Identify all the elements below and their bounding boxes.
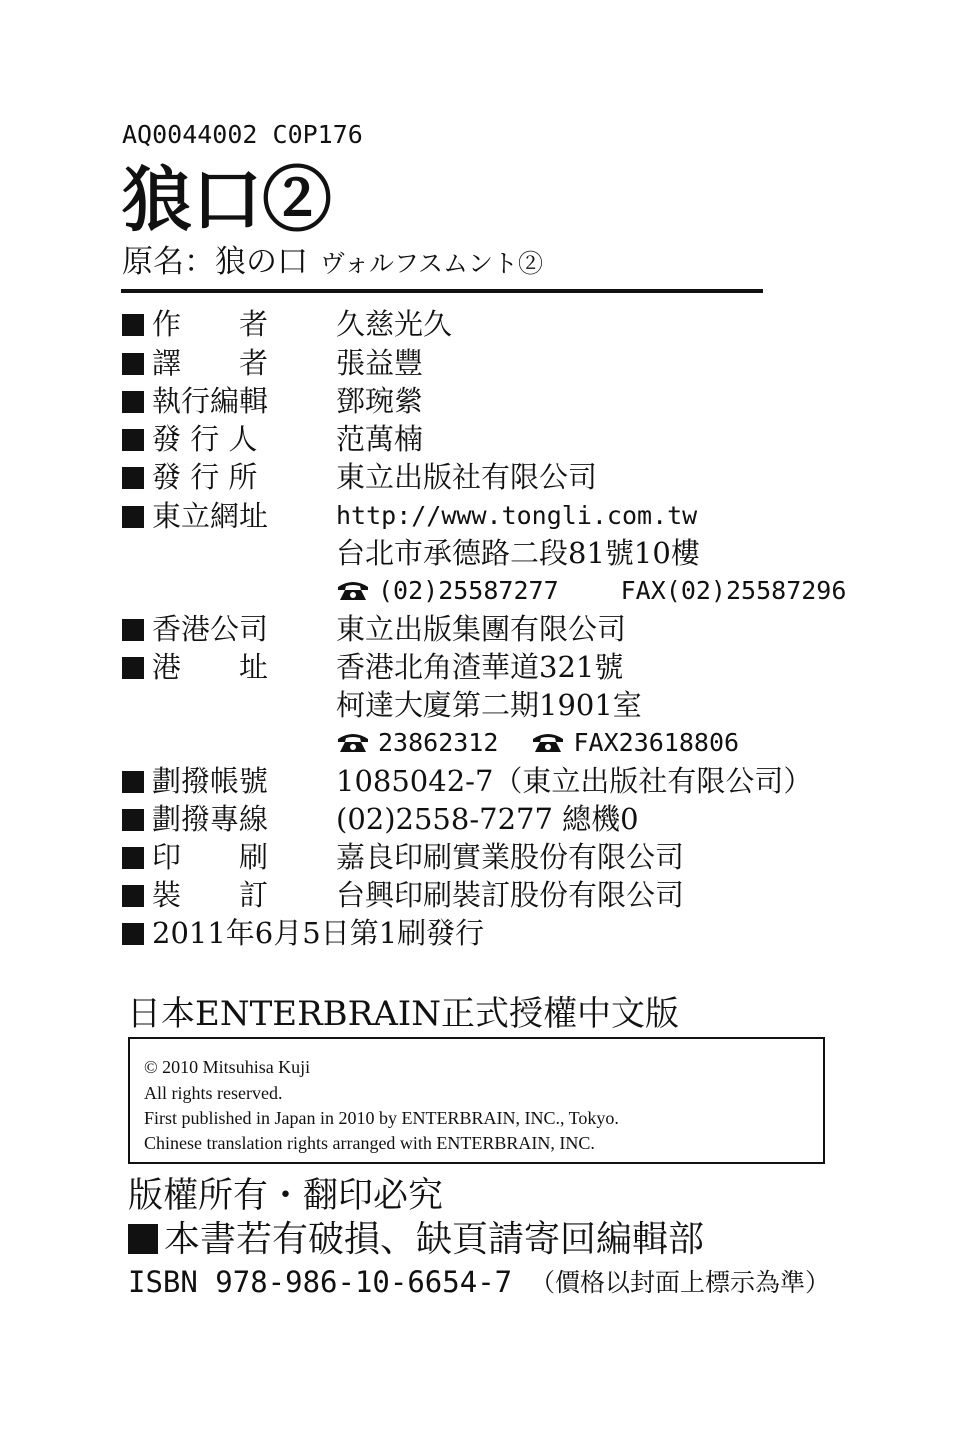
bullet-square bbox=[122, 353, 144, 375]
colophon-row-website bbox=[122, 497, 882, 535]
row-label: 譯 者 bbox=[152, 346, 269, 380]
phone-number: (02)25587277 bbox=[378, 576, 559, 605]
bullet-square bbox=[122, 885, 144, 907]
phone-icon bbox=[336, 579, 370, 601]
row-value: 香港北角渣華道321號 bbox=[336, 650, 624, 684]
bullet-square bbox=[122, 657, 144, 679]
phone-fax-line bbox=[336, 724, 739, 762]
price-note: （價格以封面上標示為準） bbox=[530, 1268, 831, 1297]
row-label: 裝 訂 bbox=[152, 878, 269, 912]
isbn: ISBN 978-986-10-6654-7 bbox=[128, 1265, 513, 1299]
colophon-row-taipei-address bbox=[122, 534, 882, 572]
damage-notice-line bbox=[128, 1216, 704, 1264]
copyright-box bbox=[128, 1037, 825, 1164]
bullet-square bbox=[122, 506, 144, 528]
publish-date: 2011年6月5日第1刷發行 bbox=[152, 916, 485, 950]
row-value: 柯達大廈第二期1901室 bbox=[336, 688, 642, 722]
colophon-row-binder bbox=[122, 876, 882, 914]
colophon-row-postal-account bbox=[122, 762, 882, 800]
colophon-row-postal-hotline bbox=[122, 800, 882, 838]
colophon-row-hk-address-2 bbox=[122, 686, 882, 724]
product-code: AQ0044002 C0P176 bbox=[122, 120, 363, 149]
book-title: 狼口② bbox=[122, 158, 332, 241]
row-value: 台北市承德路二段81號10樓 bbox=[336, 536, 700, 570]
bullet-square bbox=[122, 467, 144, 489]
colophon-row-hk-phone bbox=[122, 724, 882, 762]
row-label: 香港公司 bbox=[152, 612, 269, 646]
copyright-line: All rights reserved. bbox=[144, 1083, 283, 1103]
publish-date-line bbox=[122, 914, 484, 952]
colophon-row-hk-address bbox=[122, 648, 882, 686]
bullet-square bbox=[122, 314, 144, 336]
phone-icon bbox=[531, 731, 565, 753]
row-value: 久慈光久 bbox=[336, 307, 453, 341]
copyright-line: First published in Japan in 2010 by ENTERBRAIN, INC., Tokyo. bbox=[144, 1108, 619, 1128]
copyright-line: © 2010 Mitsuhisa Kuji bbox=[144, 1057, 311, 1077]
fax-number: FAX23618806 bbox=[573, 728, 740, 757]
colophon-row-editor bbox=[122, 382, 882, 420]
colophon-row-taipei-phone bbox=[122, 572, 882, 610]
bullet-square bbox=[122, 923, 144, 945]
original-title bbox=[122, 240, 543, 286]
row-label: 劃撥專線 bbox=[152, 802, 269, 836]
row-label: 印 刷 bbox=[152, 840, 269, 874]
license-statement: 日本ENTERBRAIN正式授權中文版 bbox=[127, 994, 679, 1034]
row-label: 執行編輯 bbox=[152, 384, 269, 418]
fax-number: FAX(02)25587296 bbox=[620, 576, 847, 605]
rights-reserved: 版權所有・翻印必究 bbox=[128, 1176, 444, 1216]
row-label: 發 行 人 bbox=[152, 422, 258, 456]
row-label: 港 址 bbox=[152, 650, 269, 684]
bullet-square bbox=[122, 429, 144, 451]
row-label: 東立網址 bbox=[152, 499, 269, 533]
phone-number: 23862312 bbox=[378, 728, 499, 757]
bullet-square bbox=[128, 1224, 158, 1254]
row-value: 嘉良印刷實業股份有限公司 bbox=[336, 840, 685, 874]
bullet-square bbox=[122, 847, 144, 869]
bullet-square bbox=[122, 391, 144, 413]
phone-icon bbox=[336, 731, 370, 753]
row-value: 台興印刷裝訂股份有限公司 bbox=[336, 878, 685, 912]
copyright-line: Chinese translation rights arranged with ENTERBRAIN, INC. bbox=[144, 1133, 595, 1153]
header-divider bbox=[121, 289, 763, 293]
row-value: 張益豐 bbox=[336, 346, 424, 380]
row-value: 范萬楠 bbox=[336, 422, 424, 456]
original-title-label: 原名：狼の口 bbox=[122, 244, 308, 280]
colophon-row-publisher bbox=[122, 420, 882, 458]
row-value: 東立出版集團有限公司 bbox=[336, 612, 627, 646]
row-label: 劃撥帳號 bbox=[152, 764, 269, 798]
row-value: (02)2558-7277 總機0 bbox=[336, 802, 639, 836]
website-url: http://www.tongli.com.tw bbox=[336, 501, 698, 530]
row-value: 1085042-7（東立出版社有限公司） bbox=[336, 764, 813, 798]
colophon-row-printer bbox=[122, 838, 882, 876]
row-label: 作 者 bbox=[152, 307, 269, 341]
row-label: 發 行 所 bbox=[152, 460, 258, 494]
bullet-square bbox=[122, 619, 144, 641]
colophon-row-publishing-house bbox=[122, 458, 882, 496]
row-value: 鄧琬縈 bbox=[336, 384, 424, 418]
bullet-square bbox=[122, 809, 144, 831]
colophon-row-author bbox=[122, 305, 882, 343]
bullet-square bbox=[122, 771, 144, 793]
row-value: 東立出版社有限公司 bbox=[336, 460, 598, 494]
original-title-kana: ヴォルフスムント② bbox=[320, 249, 544, 278]
colophon-row-translator bbox=[122, 344, 882, 382]
damage-notice: 本書若有破損、缺頁請寄回編輯部 bbox=[164, 1219, 705, 1260]
phone-fax-line bbox=[336, 572, 846, 610]
colophon-row-hk-company bbox=[122, 610, 882, 648]
